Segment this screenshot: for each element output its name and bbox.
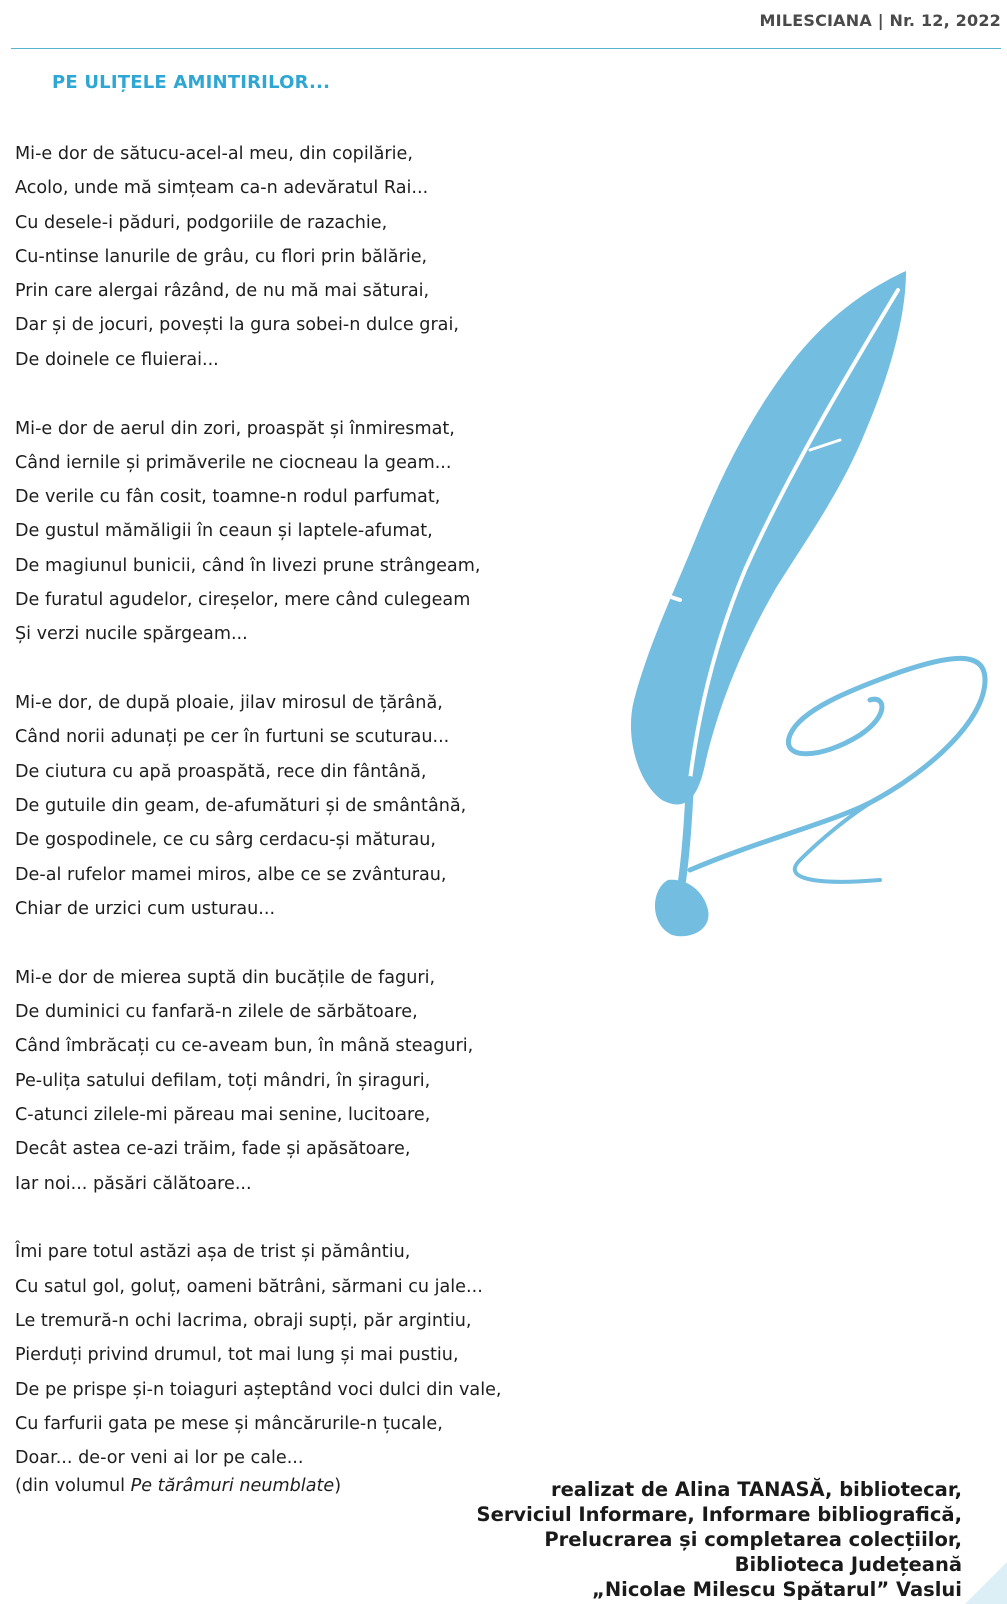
header-divider [11,48,1001,49]
quill-feather-icon [600,260,1000,960]
poem-line: Cu-ntinse lanurile de grâu, cu flori prin bălărie, [15,246,428,267]
credits-line: Prelucrarea și completarea colecțiilor, [544,1528,962,1551]
corner-triangle-decoration [947,1544,1007,1604]
poem-title: PE ULIȚELE AMINTIRILOR... [52,72,331,93]
source-note [15,1476,341,1496]
poem-line: Chiar de urzici cum usturau... [15,898,276,919]
poem-line: Cu desele-i păduri, podgoriile de razachie, [15,212,388,233]
poem-line: De doinele ce fluierai... [15,349,219,370]
poem-line: Dar și de jocuri, povești la gura sobei-n dulce grai, [15,315,459,336]
poem-line: Mi-e dor de sătucu-acel-al meu, din copilărie, [15,144,413,164]
poem-line: Pierduți privind drumul, tot mai lung și mai pustiu, [15,1345,459,1366]
poem-line: Când iernile și primăverile ne ciocneau la geam... [15,452,452,473]
stanza [15,412,575,652]
poem-line: Acolo, unde mă simțeam ca-n adevăratul Rai... [15,178,429,199]
source-book-title: Pe tărâmuri neumblate [130,1476,335,1496]
poem-body [15,137,575,1510]
source-suffix: ) [334,1476,342,1496]
credits-block [477,1477,962,1602]
poem-line: Mi-e dor, de după ploaie, jilav mirosul de țărână, [15,693,443,714]
source-prefix: (din volumul [15,1476,131,1496]
stanza [15,686,575,926]
poem-line: De verile cu fân cosit, toamne-n rodul parfumat, [15,487,441,508]
poem-line: De furatul agudelor, cireșelor, mere când culegeam [15,590,471,611]
poem-line: De magiunul bunicii, când în livezi prune strângeam, [15,555,481,576]
stanza [15,137,575,377]
poem-line: De ciutura cu apă proaspătă, rece din fântână, [15,761,427,782]
poem-line: Mi-e dor de aerul din zori, proaspăt și înmiresmat, [15,418,455,439]
credits-line: Serviciul Informare, Informare bibliografică, [476,1503,962,1526]
poem-line: Le tremură-n ochi lacrima, obraji supți, păr argintiu, [15,1310,472,1331]
poem-line: Decât astea ce-azi trăim, fade și apăsătoare, [15,1139,411,1160]
credits-line: „Nicolae Milescu Spătarul” Vaslui [592,1578,962,1601]
stanza [15,961,575,1201]
credits-line: Biblioteca Județeană [734,1553,962,1576]
publication-header: MILESCIANA | Nr. 12, 2022 [759,11,1001,30]
poem-line: Cu satul gol, goluț, oameni bătrâni, sărmani cu jale... [15,1276,483,1297]
poem-line: Iar noi... păsări călătoare... [15,1173,252,1194]
poem-line: De gospodinele, ce cu sârg cerdacu-și măturau, [15,830,436,851]
poem-line: Doar... de-or veni ai lor pe cale... [15,1448,304,1469]
poem-line: C-atunci zilele-mi păreau mai senine, lucitoare, [15,1104,431,1125]
poem-line: De-al rufelor mamei miros, albe ce se zvânturau, [15,864,447,885]
poem-line: Mi-e dor de mierea suptă din bucățile de faguri, [15,967,436,988]
poem-line: Cu farfurii gata pe mese și mâncărurile-n țucale, [15,1413,443,1434]
poem-line: Pe-ulița satului defilam, toți mândri, în șiraguri, [15,1070,431,1091]
stanza [15,1235,575,1475]
credits-line: realizat de Alina TANASĂ, bibliotecar, [550,1478,962,1501]
poem-line: De gutuile din geam, de-afumături și de smântână, [15,796,467,817]
poem-line: De gustul mămăligii în ceaun și laptele-afumat, [15,521,433,542]
poem-line: Când norii adunați pe cer în furtuni se scuturau... [15,727,450,748]
poem-line: Îmi pare totul astăzi așa de trist și pământiu, [15,1242,411,1263]
poem-line: De pe prispe și-n toiaguri așteptând voci dulci din vale, [15,1379,502,1400]
poem-line: Când îmbrăcați cu ce-aveam bun, în mână steaguri, [15,1036,474,1057]
poem-line: De duminici cu fanfară-n zilele de sărbătoare, [15,1002,418,1023]
poem-line: Prin care alergai râzând, de nu mă mai săturai, [15,281,430,302]
poem-line: Și verzi nucile spărgeam... [15,624,248,645]
